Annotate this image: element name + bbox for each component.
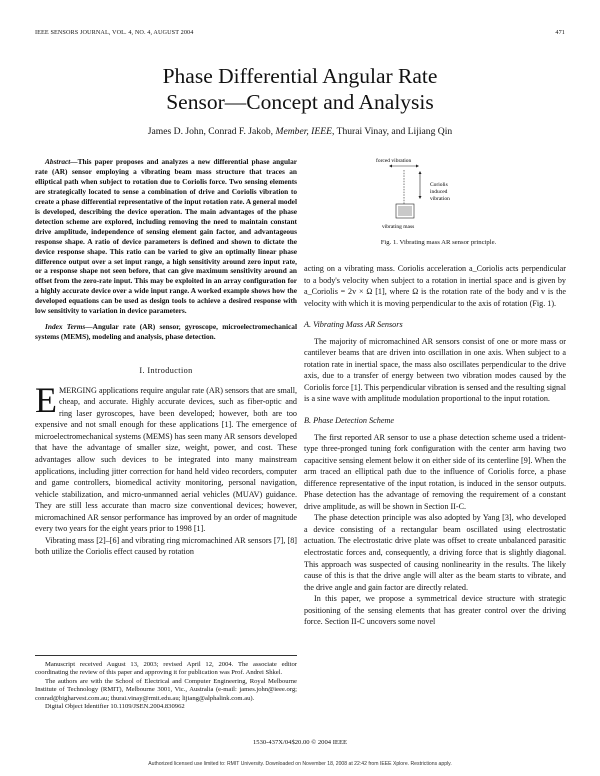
fig-mass-fill xyxy=(398,206,412,216)
footnotes xyxy=(35,661,297,712)
fig-arrowhead-right xyxy=(416,165,419,168)
copyright-line: 1530-437X/04$20.00 © 2004 IEEE xyxy=(252,739,348,746)
abstract-label: Abstract— xyxy=(45,157,78,166)
abstract xyxy=(35,157,297,316)
section-a-paragraph: The majority of micromachined AR sensors consist of one or more mass or cantilever beams that are driven into oscillation in one axis. When subject to a rotation rate in inertial space, the mass also oscillates perpendicular to the drive axis, due to a transfer of energy between two vibration modes caused by the Coriolis force [1]. This perpendicular vibration is sensed and the resulting signal is a sine wave with amplitude modulation proportional to the input rotation. xyxy=(304,336,566,404)
fig-arrowhead-up xyxy=(419,171,422,174)
right-column xyxy=(304,263,566,628)
intro-paragraph-2: Vibrating mass [2]–[6] and vibrating ring micromachined AR sensors [7], [8] both utilize the Coriolis effect caused by rotation xyxy=(35,535,297,557)
title-line-1: Phase Differential Angular Rate xyxy=(162,64,438,88)
section-b-heading: B. Phase Detection Scheme xyxy=(304,416,395,426)
fig-arrowhead-left xyxy=(389,165,392,168)
index-terms-text: Angular rate (AR) sensor, gyroscope, microelectromechanical systems (MEMS), modeling and analysis, phase detection. xyxy=(35,322,297,342)
abstract-text: This paper proposes and analyzes a new differential phase angular rate (AR) sensor employing a vibrating beam mass structure that traces an elliptical path when subject to rotation due to Coriolis force. Two sensing elements are strategically located to sense a combination of drive and Coriolis vibration to create a phase differential representative of the input rotation rate. A general model is developed, describing the device operation. The main advantages of the phase detection scheme are explored, including removing the need to maintain constant drive amplitude, independence of sensing element gain factor, and advantageous response shape. A ratio of device parameters is defined and shown to dictate the device response shape. This ratio can be varied to give an optimally linear phase difference output over a set input range, a high sensitivity around zero input rate, or a response shape not seen before, that can give maximum sensitivity around an offset from the zero-rate input. This may be exploited in an array configuration for a highly accurate device over a wide input range. A worked example shows how the developed equations can be used as design tools to achieve a desired response with low sensitivity to variation in device parameters. xyxy=(35,157,297,316)
fig-arrowhead-down xyxy=(419,196,422,199)
section-b-paragraph-2: The phase detection principle was also adopted by Yang [3], who developed a device consisting of a rectangular beam oscillated using electrostatic actuation. The electrostatic drive plate was offset to create unbalanced parasitic electrostatic forces and, consequently, a driving force that is slightly diagonal. This approach was suspected of causing nonlinearity in the results. The likely cause of this is that the drive angle will alter as the beam starts to vibrate, and the drive angle and gain factor are directly related. xyxy=(304,513,566,592)
index-terms xyxy=(35,322,297,342)
figure-1 xyxy=(352,152,472,240)
fig-label-mass: vibrating mass xyxy=(382,224,415,230)
footnote-doi: Digital Object Identifier 10.1109/JSEN.2004.830962 xyxy=(45,703,185,711)
paper-title xyxy=(0,63,600,115)
drop-cap: E xyxy=(35,379,57,420)
authors-part-1: James D. John, Conrad F. Jakob, xyxy=(147,126,276,137)
intro-first-word: MERGING xyxy=(59,385,97,395)
section-b-paragraph-1: The first reported AR sensor to use a phase detection scheme used a trident-type three-pronged tuning fork configuration with the center arm having two capacitive sensing element below it on either side of its centerline [9]. When the arm traced an elliptical path due to the influence of Coriolis force, a phase difference representative of the input rotation, is induced in the sensor outputs. Phase detection has the advantage of removing the requirement of a constant drive amplitude, as will be shown in Section II-C. xyxy=(304,432,566,511)
page-number: 471 xyxy=(555,29,565,36)
section-b-paragraph-3: In this paper, we propose a symmetrical device structure with strategic positioning of the sensing elements that has greater control over the driving force. Section II-C uncovers some novel xyxy=(304,594,566,627)
section-1-heading: I. Introduction xyxy=(139,366,193,376)
fig-label-coriolis-2: induced xyxy=(430,189,448,195)
figure-1-caption: Fig. 1. Vibrating mass AR sensor principle. xyxy=(380,239,497,246)
fig-label-coriolis-1: Coriolis xyxy=(430,182,448,188)
left-column xyxy=(35,157,297,558)
title-line-2: Sensor—Concept and Analysis xyxy=(166,90,434,114)
footnote-affiliation: The authors are with the School of Electrical and Computer Engineering, Royal Melbourne Institute of Technology (RMIT), Melbourne 3001, Vic., Australia (e-mail: james.john@ieee.org; conrad@bigharvest.com.au; thurai.vinay@rmit.edu.au; lijiang@alphalink.com.au). xyxy=(35,677,297,702)
intro-paragraph-1 xyxy=(35,379,297,535)
intro-para-1-text: applications require angular rate (AR) sensors that are small, cheap, and accurate. Highly accurate devices, such as fiber-optic and ring laser gyroscopes, have been developed; however, both are too expensive and not small enough for these applications [1]. The emergence of microelectromechanical systems (MEMS) has seen many AR sensors developed that have the advantage of smaller size, weight, power, and cost. These advantages allow such devices to be integrated into many mainstream applications, including jitter correction for hand held video recorders, computer and game controllers, biomedical activity monitoring, personal navigation, vehicle stabilization, and micro-unmanned aerial vehicles (MUAV) guidance. They are still less accurate than macro size conventional devices; however, micromachined AR sensor performance has improved by an order of magnitude every two years for the eight years prior to 1998 [1]. xyxy=(35,385,297,534)
right-intro-paragraph: acting on a vibrating mass. Coriolis acceleration a_Coriolis acts perpendicular to a body's velocity when subject to a rotation in inertial space and is given by a_Coriolis = 2v × Ω [1], where Ω is the rotation rate of the body and v is the velocity with which it is moving perpendicular to the axis of rotation (Fig. 1). xyxy=(304,264,566,308)
author-list xyxy=(0,126,600,137)
running-header-journal: IEEE SENSORS JOURNAL, VOL. 4, NO. 4, AUGUST 2004 xyxy=(35,29,194,36)
footnote-manuscript: Manuscript received August 13, 2003; revised April 12, 2004. The associate editor coordinating the review of this paper and approving it for publication was Prof. Andrei Shkel. xyxy=(35,661,297,677)
license-notice: Authorized licensed use limited to: RMIT University. Downloaded on November 18, 2008 at 22:42 from IEEE Xplore. Restrictions apply. xyxy=(148,761,452,767)
fig-label-forced: forced vibration xyxy=(376,158,412,164)
index-terms-label: Index Terms— xyxy=(45,322,93,332)
figure-1-diagram xyxy=(352,152,472,240)
authors-part-2: , Thurai Vinay, and Lijiang Qin xyxy=(331,126,453,137)
footnote-rule xyxy=(35,655,297,656)
fig-label-coriolis-3: vibration xyxy=(430,196,450,202)
authors-member: Member, IEEE xyxy=(275,126,332,137)
section-a-heading: A. Vibrating Mass AR Sensors xyxy=(304,320,403,330)
